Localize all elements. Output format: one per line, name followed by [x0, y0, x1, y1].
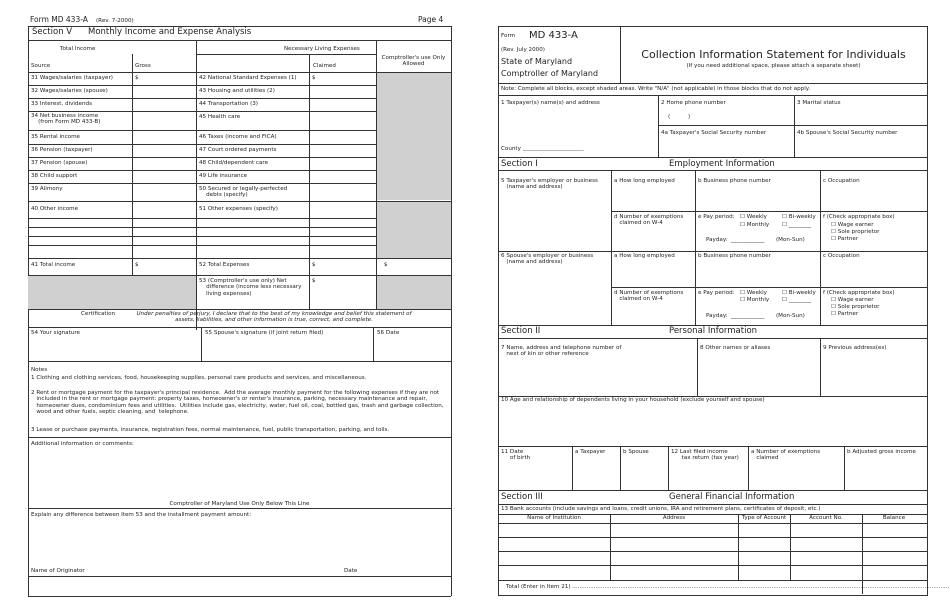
field-6b-business-phone[interactable]: b Business phone number — [698, 253, 771, 259]
weekly-label: Weekly — [746, 214, 767, 220]
field-3-marital-status[interactable]: 3 Marital status — [797, 100, 841, 106]
field-11a-taxpayer-dob[interactable]: a Taxpayer — [575, 449, 606, 455]
spouse-monthly-label: Monthly — [746, 297, 770, 303]
biweekly-label: Bi-weekly — [788, 214, 816, 220]
originator-label[interactable]: Name of Originator — [31, 568, 85, 574]
checkbox-wage-earner[interactable]: ☐ Wage earner — [831, 222, 874, 228]
home-phone-parens: ( ) — [668, 114, 691, 120]
partner-label: Partner — [837, 236, 859, 242]
field-12b-agi[interactable]: b Adjusted gross income — [847, 449, 916, 455]
field-5c-occupation[interactable]: c Occupation — [823, 178, 860, 184]
spouse-payday-label: Payday: — [706, 313, 728, 319]
explain-difference-label[interactable]: Explain any difference between Item 53 and the installment payment amount: — [31, 512, 252, 518]
county-field[interactable]: ___________________________ — [523, 147, 584, 152]
section-ii-title: Personal Information — [669, 326, 758, 336]
gross-header: Gross — [135, 63, 151, 69]
item-53-claimed[interactable]: $ — [312, 278, 316, 284]
checkbox-spouse-sole-proprietor[interactable]: ☐ Sole proprietor — [831, 304, 880, 310]
field-2-home-phone[interactable]: 2 Home phone number — [661, 100, 726, 106]
spouse-sole-proprietor-label: Sole proprietor — [837, 304, 880, 310]
payday-field[interactable]: ____________ — [731, 237, 765, 243]
completion-note: Note: Complete all blocks, except shaded areas. Write "N/A" (not applicable) in those blocks that do not apply. — [501, 86, 811, 92]
field-4b-spouse-ssn[interactable]: 4b Spouse's Social Security number — [797, 130, 898, 136]
signature-spouse[interactable]: 55 Spouse's signature (if joint return filed) — [205, 330, 324, 336]
item-38-label: 38 Child support — [31, 173, 78, 179]
field-6a-how-long[interactable]: a How long employed — [614, 253, 675, 259]
field-12a-exemptions[interactable]: a Number of exemptions claimed — [751, 449, 821, 462]
item-34-label: 34 Net business income (from Form MD 433-B) — [31, 113, 101, 126]
section-i-label: Section I — [501, 159, 538, 169]
wage-earner-label: Wage earner — [837, 222, 874, 228]
checkbox-spouse-partner[interactable]: ☐ Partner — [831, 311, 859, 317]
field-9-previous-addresses[interactable]: 9 Previous address(es) — [823, 345, 887, 351]
item-35-label: 35 Rental income — [31, 134, 80, 140]
col-balance: Balance — [882, 515, 906, 521]
originator-date-label[interactable]: Date — [344, 568, 358, 574]
spouse-payday-field[interactable]: ____________ — [731, 313, 765, 319]
note-1: 1 Clothing and clothing services, food, housekeeping supplies, personal care products and services, and miscellaneous. — [31, 375, 367, 381]
section-i-title: Employment Information — [669, 159, 775, 169]
bank-total-label: Total (Enter in Item 21) .................................................................................................................................................................................................................... — [506, 584, 950, 590]
item-52-claimed[interactable]: $ — [312, 262, 316, 268]
checkbox-monthly[interactable]: ☐ Monthly — [740, 222, 770, 228]
page-number: Page 4 — [418, 15, 444, 24]
section-ii-label: Section II — [501, 326, 541, 336]
form-subtitle: (If you need additional space, please attach a separate sheet) — [686, 63, 861, 69]
item-37-label: 37 Pension (spouse) — [31, 160, 88, 166]
field-11b-spouse-dob[interactable]: b Spouse — [623, 449, 649, 455]
monthly-label: Monthly — [746, 222, 770, 228]
item-51-label: 51 Other expenses (specify) — [199, 206, 278, 212]
item-39-label: 39 Alimony — [31, 186, 63, 192]
section-v-label: Section V — [32, 27, 73, 37]
notes-title: Notes — [31, 367, 48, 373]
source-header: Source — [31, 63, 51, 69]
col-address: Address — [662, 515, 686, 521]
field-5f-check: f (Check appropriate box) — [823, 214, 895, 220]
field-6f-check: f (Check appropriate box) — [823, 290, 895, 296]
item-41-gross[interactable]: $ — [135, 262, 139, 268]
checkbox-spouse-weekly[interactable]: ☐ Weekly — [740, 290, 767, 296]
section-iii-label: Section III — [501, 492, 543, 502]
checkbox-other[interactable]: ☐ ________ — [782, 222, 812, 228]
item-32-label: 32 Wages/salaries (spouse) — [31, 88, 108, 94]
spouse-weekly-label: Weekly — [746, 290, 767, 296]
item-52-label: 52 Total Expenses — [199, 262, 250, 268]
comptroller-allowed-header: Comptroller's use Only Allowed — [381, 55, 446, 68]
item-31-label: 31 Wages/salaries (taxpayer) — [31, 75, 113, 81]
form-title: Collection Information Statement for Individuals — [641, 48, 906, 61]
section-iii-title: General Financial Information — [669, 492, 795, 502]
state-of-maryland: State of Maryland — [501, 57, 573, 66]
col-account-no: Account No. — [809, 515, 843, 521]
field-5a-how-long[interactable]: a How long employed — [614, 178, 675, 184]
field-10-dependents[interactable]: 10 Age and relationship of dependents living in your household (exclude yourself and spouse) — [501, 397, 765, 403]
field-5e-pay-period: e Pay period: — [698, 214, 735, 220]
item-43-label: 43 Housing and utilities (2) — [199, 88, 275, 94]
field-1-name-address[interactable]: 1 Taxpayer(s) name(s) and address — [501, 100, 600, 106]
item-48-label: 48 Child/dependent care — [199, 160, 269, 166]
item-49-label: 49 Life insurance — [199, 173, 248, 179]
sole-proprietor-label: Sole proprietor — [837, 229, 880, 235]
field-5d-exemptions[interactable]: d Number of exemptions claimed on W-4 — [614, 214, 684, 227]
item-31-gross[interactable]: $ — [135, 75, 139, 81]
section-v-title: Monthly Income and Expense Analysis — [88, 27, 252, 37]
field-6-spouse-employer[interactable]: 6 Spouse's employer or business (name and address) — [501, 253, 594, 266]
total-income-header: Total Income — [60, 46, 96, 52]
payday-range: (Mon-Sun) — [776, 237, 805, 243]
form-label: Form — [501, 33, 516, 39]
form-number: Form MD 433-A — [30, 15, 88, 24]
item-50-label: 50 Secured or legally-perfected debts (specify) — [199, 186, 288, 199]
signature-taxpayer[interactable]: 54 Your signature — [31, 330, 80, 336]
comptroller-of-maryland: Comptroller of Maryland — [501, 69, 599, 78]
note-2: 2 Rent or mortgage payment for the taxpayer's principal residence. Add the average monthly payment for the following expenses if they are not included in the rent or mortgage payment: property taxes, homeowner's or renter's insurance, parking, necessary maintenance and repair, homeowner dues, condominium fees and utilities. Utilities include gas, electricity, water, fuel oil, coal, bottled gas, trash and garbage collection, wood and other fuels, septic cleaning, and telephone. — [31, 390, 444, 416]
form-revision-right: (Rev. July 2000) — [501, 47, 545, 53]
certification-text: Under penalties of perjury, I declare that to the best of my knowledge and belief this statement of assets, liabilities, and other information is true, correct, and complete. — [136, 311, 412, 324]
checkbox-biweekly[interactable]: ☐ Bi-weekly — [782, 214, 816, 220]
checkbox-partner[interactable]: ☐ Partner — [831, 236, 859, 242]
signature-date[interactable]: 56 Date — [377, 330, 400, 336]
form-number-right: MD 433-A — [529, 30, 578, 41]
col-account-type: Type of Account — [741, 515, 787, 521]
field-13-bank-accounts: 13 Bank accounts (include savings and loans, credit unions, IRA and retirement plans, certificates of deposit, etc.) — [501, 506, 821, 512]
field-4a-taxpayer-ssn[interactable]: 4a Taxpayer's Social Security number — [661, 130, 767, 136]
checkbox-spouse-biweekly[interactable]: ☐ Bi-weekly — [782, 290, 816, 296]
checkbox-weekly[interactable]: ☐ Weekly — [740, 214, 767, 220]
spouse-partner-label: Partner — [837, 311, 859, 317]
field-12-last-tax-return[interactable]: 12 Last filed income tax return (tax year) — [671, 449, 739, 462]
checkbox-spouse-wage-earner[interactable]: ☐ Wage earner — [831, 297, 874, 303]
item-36-label: 36 Pension (taxpayer) — [31, 147, 93, 153]
item-46-label: 46 Taxes (income and FICA) — [199, 134, 277, 140]
spouse-biweekly-label: Bi-weekly — [788, 290, 816, 296]
form-revision: (Rev. 7-2000) — [96, 17, 134, 24]
field-8-other-names[interactable]: 8 Other names or aliases — [700, 345, 771, 351]
item-52-allowed[interactable]: $ — [384, 262, 388, 268]
item-44-label: 44 Transportation (3) — [199, 101, 258, 107]
payday-label: Payday: — [706, 237, 728, 243]
spouse-wage-earner-label: Wage earner — [837, 297, 874, 303]
spouse-payday-range: (Mon-Sun) — [776, 313, 805, 319]
additional-info-label[interactable]: Additional information or comments: — [31, 441, 134, 447]
item-47-label: 47 Court ordered payments — [199, 147, 277, 153]
item-42-claimed[interactable]: $ — [312, 75, 316, 81]
county-label: County — [501, 146, 521, 152]
field-7-next-of-kin[interactable]: 7 Name, address and telephone number of next of kin or other reference — [501, 345, 622, 358]
checkbox-spouse-monthly[interactable]: ☐ Monthly — [740, 297, 770, 303]
item-40-label: 40 Other income — [31, 206, 79, 212]
item-33-label: 33 Interest, dividends — [31, 101, 92, 107]
item-45-label: 45 Health care — [199, 114, 241, 120]
claimed-header: Claimed — [313, 63, 336, 69]
item-53-label: 53 (Comptroller's use only) Net difference (income less necessary living expenses) — [199, 278, 302, 297]
field-6e-pay-period: e Pay period: — [698, 290, 735, 296]
note-3: 3 Lease or purchase payments, insurance, registration fees, normal maintenance, fuel, public transportation, parking, and tolls. — [31, 427, 390, 433]
spouse-other-blank: ________ — [788, 297, 812, 303]
col-institution: Name of Institution — [527, 515, 581, 521]
field-11-date-of-birth: 11 Date of birth — [501, 449, 531, 462]
certification-label: Certification — [81, 311, 116, 317]
field-6c-occupation[interactable]: c Occupation — [823, 253, 860, 259]
checkbox-spouse-other[interactable]: ☐ ________ — [782, 297, 812, 303]
item-42-label: 42 National Standard Expenses (1) — [199, 75, 297, 81]
necessary-expenses-header: Necessary Living Expenses — [284, 46, 360, 52]
field-5-taxpayer-employer[interactable]: 5 Taxpayer's employer or business (name and address) — [501, 178, 598, 191]
comptroller-use-title: Comptroller of Maryland Use Only Below This Line — [169, 501, 310, 507]
other-blank: ________ — [788, 222, 812, 228]
field-5b-business-phone[interactable]: b Business phone number — [698, 178, 771, 184]
checkbox-sole-proprietor[interactable]: ☐ Sole proprietor — [831, 229, 880, 235]
field-6d-exemptions[interactable]: d Number of exemptions claimed on W-4 — [614, 290, 684, 303]
item-41-label: 41 Total income — [31, 262, 76, 268]
